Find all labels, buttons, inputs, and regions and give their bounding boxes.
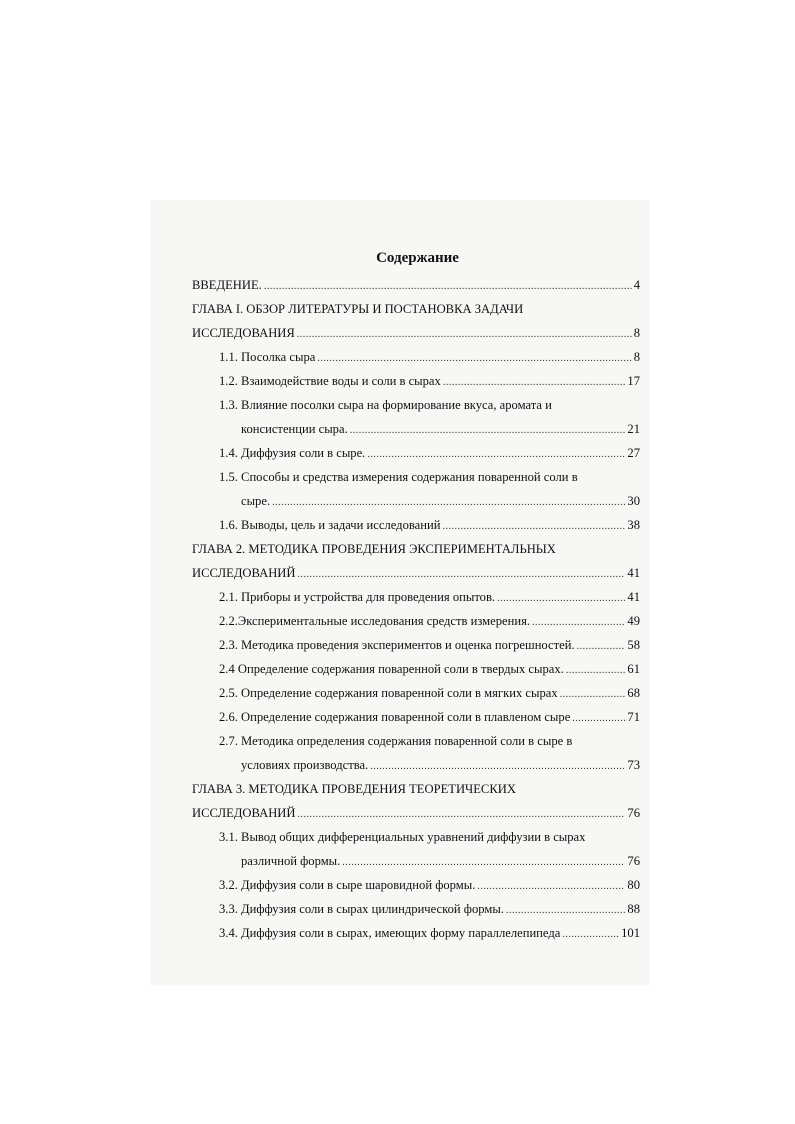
dot-leader	[272, 494, 625, 512]
toc-entry-text: 1.2. Взаимодействие воды и соли в сырах	[219, 374, 441, 388]
dot-leader	[577, 638, 626, 656]
toc-entry-chapter-2	[192, 564, 640, 582]
toc-entry-2-7-line1: 2.7. Методика определения содержания поваренной соли в сыре в	[219, 734, 573, 748]
toc-entry-1-6	[219, 516, 640, 534]
toc-page-number: 4	[633, 278, 640, 292]
toc-chapter-3-heading: ГЛАВА 3. МЕТОДИКА ПРОВЕДЕНИЯ ТЕОРЕТИЧЕСКИХ	[192, 782, 516, 796]
dot-leader	[443, 374, 626, 392]
toc-entry-1-1	[219, 348, 640, 366]
toc-entry-3-2	[219, 876, 640, 894]
toc-entry-chapter-1	[192, 324, 640, 342]
dot-leader	[560, 686, 626, 704]
toc-page-number: 73	[627, 758, 640, 772]
toc-page-number: 8	[633, 350, 640, 364]
toc-entry-text: консистенции сыра.	[241, 422, 348, 436]
toc-entry-1-5	[241, 492, 640, 510]
toc-entry-1-5-line1: 1.5. Способы и средства измерения содержания поваренной соли в	[219, 470, 578, 484]
toc-page-number: 61	[627, 662, 640, 676]
toc-entry-text: 3.2. Диффузия соли в сыре шаровидной формы.	[219, 878, 476, 892]
toc-page-number: 38	[627, 518, 640, 532]
dot-leader	[497, 590, 625, 608]
toc-entry-3-1	[241, 852, 640, 870]
toc-entry-text: условиях производства.	[241, 758, 369, 772]
toc-chapter-1-heading: ГЛАВА I. ОБЗОР ЛИТЕРАТУРЫ И ПОСТАНОВКА ЗАДАЧИ	[192, 302, 524, 316]
dot-leader	[350, 422, 626, 440]
toc-entry-2-1	[219, 588, 640, 606]
dot-leader	[367, 446, 625, 464]
dot-leader	[370, 758, 625, 776]
toc-page-number: 21	[627, 422, 640, 436]
toc-entry-text: 2.4 Определение содержания поваренной соли в твердых сырах.	[219, 662, 564, 676]
toc-page-number: 76	[627, 806, 640, 820]
toc-entry-text: 2.2.Экспериментальные исследования средств измерения.	[219, 614, 531, 628]
toc-entry-text: ИССЛЕДОВАНИЙ	[192, 566, 296, 580]
toc-entry-2-3	[219, 636, 640, 654]
toc-entry-text: 1.6. Выводы, цель и задачи исследований	[219, 518, 441, 532]
toc-entry-chapter-3	[192, 804, 640, 822]
toc-chapter-2-heading: ГЛАВА 2. МЕТОДИКА ПРОВЕДЕНИЯ ЭКСПЕРИМЕНТАЛЬНЫХ	[192, 542, 556, 556]
toc-entry-1-3	[241, 420, 640, 438]
toc-entry-2-5	[219, 684, 640, 702]
toc-entry-1-2	[219, 372, 640, 390]
toc-entry-text: 2.1. Приборы и устройства для проведения опытов.	[219, 590, 496, 604]
toc-page-number: 49	[627, 614, 640, 628]
toc-entry-text: 2.3. Методика проведения экспериментов и оценка погрешностей.	[219, 638, 575, 652]
toc-page-number: 71	[627, 710, 640, 724]
toc-entry-1-4	[219, 444, 640, 462]
toc-page-number: 41	[627, 590, 640, 604]
toc-entry-intro	[192, 276, 640, 294]
toc-page-number: 80	[627, 878, 640, 892]
dot-leader	[442, 518, 625, 536]
toc-entry-3-4	[219, 924, 640, 942]
dot-leader	[506, 902, 625, 920]
dot-leader	[298, 806, 626, 824]
dot-leader	[342, 854, 625, 872]
toc-entry-text: 1.1. Посолка сыра	[219, 350, 316, 364]
toc-entry-text: 3.3. Диффузия соли в сырах цилиндрической формы.	[219, 902, 504, 916]
toc-entry-text: различной формы.	[241, 854, 341, 868]
toc-entry-text: 2.6. Определение содержания поваренной соли в плавленом сыре	[219, 710, 571, 724]
toc-page-number: 58	[627, 638, 640, 652]
toc-entry-text: 2.5. Определение содержания поваренной соли в мягких сырах	[219, 686, 558, 700]
toc-entry-text: ВВЕДЕНИЕ.	[192, 278, 262, 292]
dot-leader	[532, 614, 625, 632]
toc-entry-2-4	[219, 660, 640, 678]
dot-leader	[297, 326, 632, 344]
dot-leader	[477, 878, 625, 896]
toc-entry-3-3	[219, 900, 640, 918]
toc-entry-text: 1.4. Диффузия соли в сыре.	[219, 446, 366, 460]
toc-entry-text: сыре.	[241, 494, 271, 508]
toc-entry-2-6	[219, 708, 640, 726]
toc-page-number: 27	[627, 446, 640, 460]
toc-entry-text: ИССЛЕДОВАНИЯ	[192, 326, 295, 340]
page-title: Содержание	[376, 250, 459, 266]
toc-page-number: 88	[627, 902, 640, 916]
toc-entry-1-3-line1: 1.3. Влияние посолки сыра на формирование вкуса, аромата и	[219, 398, 552, 412]
dot-leader	[562, 926, 619, 944]
toc-page-number: 68	[627, 686, 640, 700]
toc-page-number: 8	[633, 326, 640, 340]
toc-entry-text: ИССЛЕДОВАНИЙ	[192, 806, 296, 820]
dot-leader	[572, 710, 625, 728]
toc-entry-3-1-line1: 3.1. Вывод общих дифференциальных уравнений диффузии в сырах	[219, 830, 586, 844]
toc-entry-text: 3.4. Диффузия соли в сырах, имеющих форму параллелепипеда	[219, 926, 561, 940]
dot-leader	[264, 278, 632, 296]
toc-page-number: 41	[627, 566, 640, 580]
toc-page-number: 17	[627, 374, 640, 388]
toc-entry-2-7	[241, 756, 640, 774]
toc-entry-2-2	[219, 612, 640, 630]
dot-leader	[298, 566, 626, 584]
toc-page-number: 30	[627, 494, 640, 508]
dot-leader	[566, 662, 626, 680]
toc-page-number: 101	[621, 926, 640, 940]
dot-leader	[317, 350, 631, 368]
toc-page-number: 76	[627, 854, 640, 868]
